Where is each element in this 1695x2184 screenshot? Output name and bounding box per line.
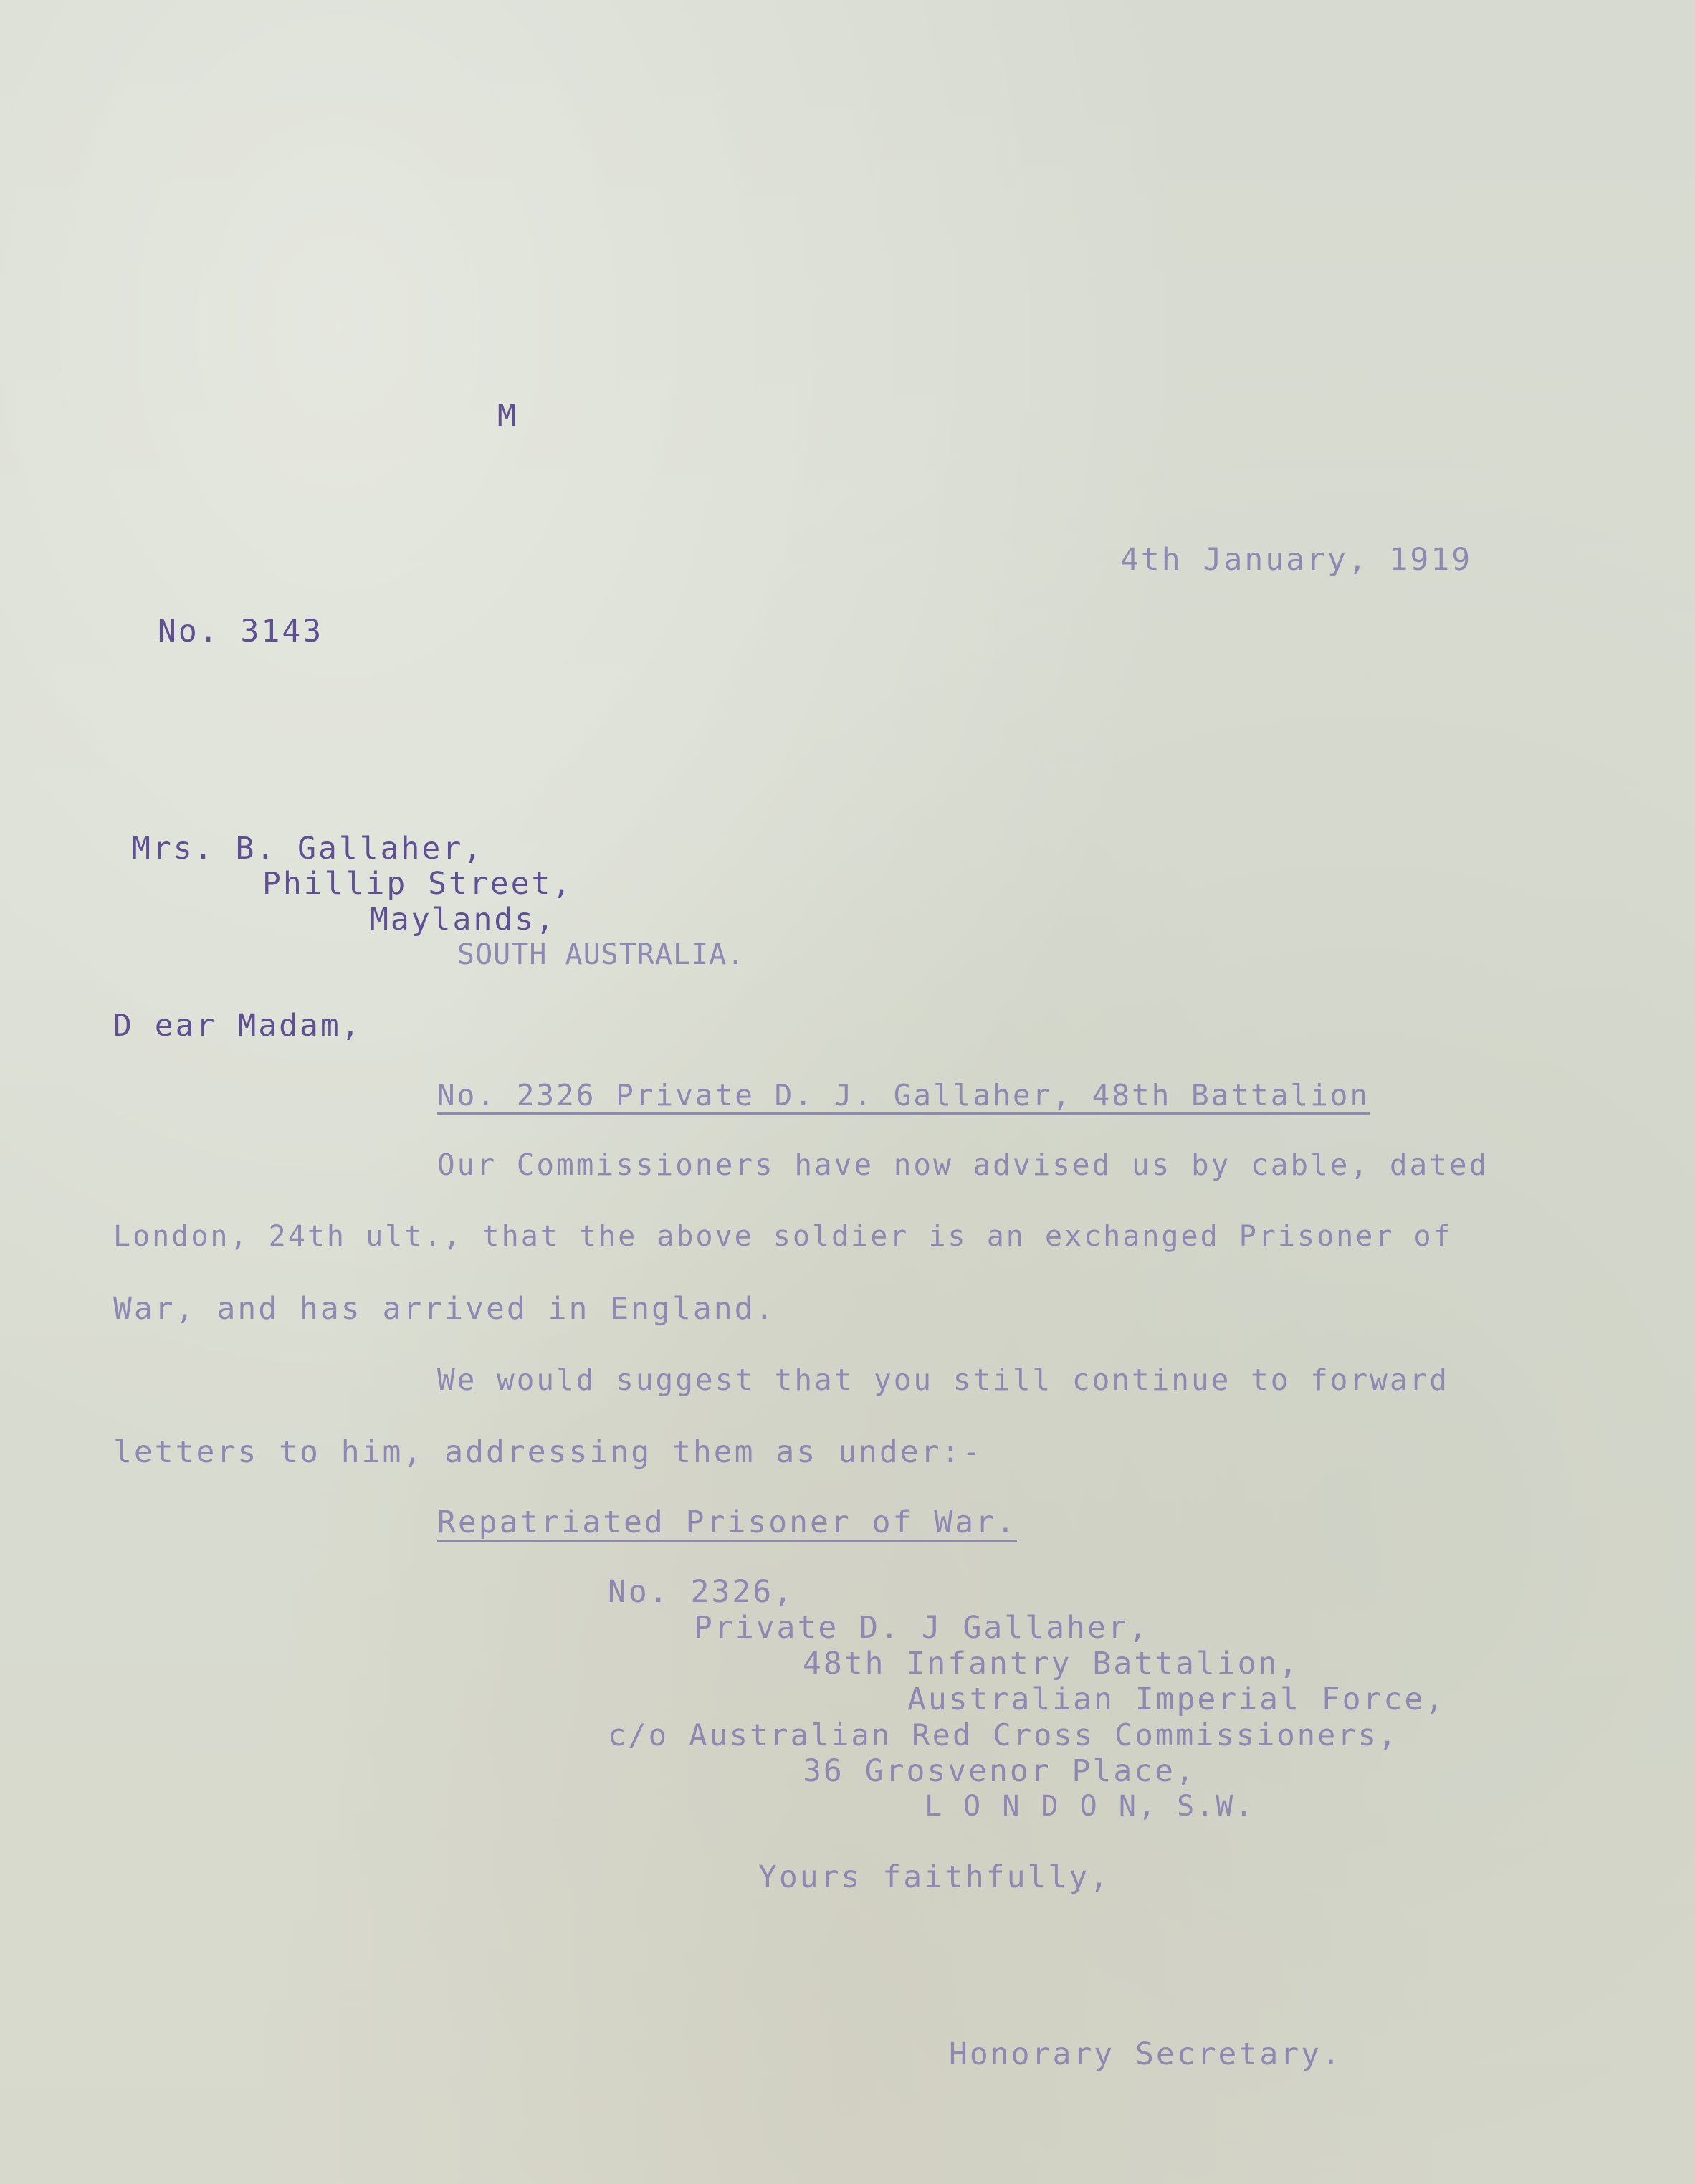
paragraph-2-line-2: letters to him, addressing them as under:- (113, 1434, 983, 1470)
paragraph-1-line-1: Our Commissioners have now advised us by cable, dated (437, 1148, 1489, 1182)
postal-address-line-1: No. 2326, (608, 1574, 794, 1610)
addressee-line-4: SOUTH AUSTRALIA. (457, 938, 745, 971)
postal-address-line-5: c/o Australian Red Cross Commissioners, (608, 1717, 1399, 1753)
postal-address-line-6: 36 Grosvenor Place, (803, 1753, 1196, 1789)
closing: Yours faithfully, (758, 1859, 1111, 1895)
address-heading: Repatriated Prisoner of War. (437, 1505, 1017, 1540)
postal-address-line-7: L O N D O N, S.W. (925, 1790, 1255, 1823)
signature-title: Honorary Secretary. (949, 2036, 1342, 2072)
subject-line: No. 2326 Private D. J. Gallaher, 48th Battalion (437, 1078, 1370, 1112)
salutation: D ear Madam, (113, 1008, 362, 1044)
addressee-line-1: Mrs. B. Gallaher, (132, 831, 484, 867)
paragraph-1-line-2: London, 24th ult., that the above soldier is an exchanged Prisoner of (113, 1220, 1453, 1253)
reference-number: No. 3143 (158, 614, 324, 649)
paragraph-2-line-1: We would suggest that you still continue to forward (437, 1363, 1449, 1397)
postal-address-line-3: 48th Infantry Battalion, (803, 1646, 1300, 1682)
addressee-line-3: Maylands, (370, 902, 556, 938)
paragraph-1-line-3: War, and has arrived in England. (113, 1291, 776, 1327)
postal-address-line-2: Private D. J Gallaher, (694, 1610, 1150, 1646)
addressee-line-2: Phillip Street, (262, 866, 573, 902)
letter-date: 4th January, 1919 (1120, 542, 1473, 578)
file-mark: M (497, 399, 518, 434)
postal-address-line-4: Australian Imperial Force, (907, 1682, 1446, 1717)
